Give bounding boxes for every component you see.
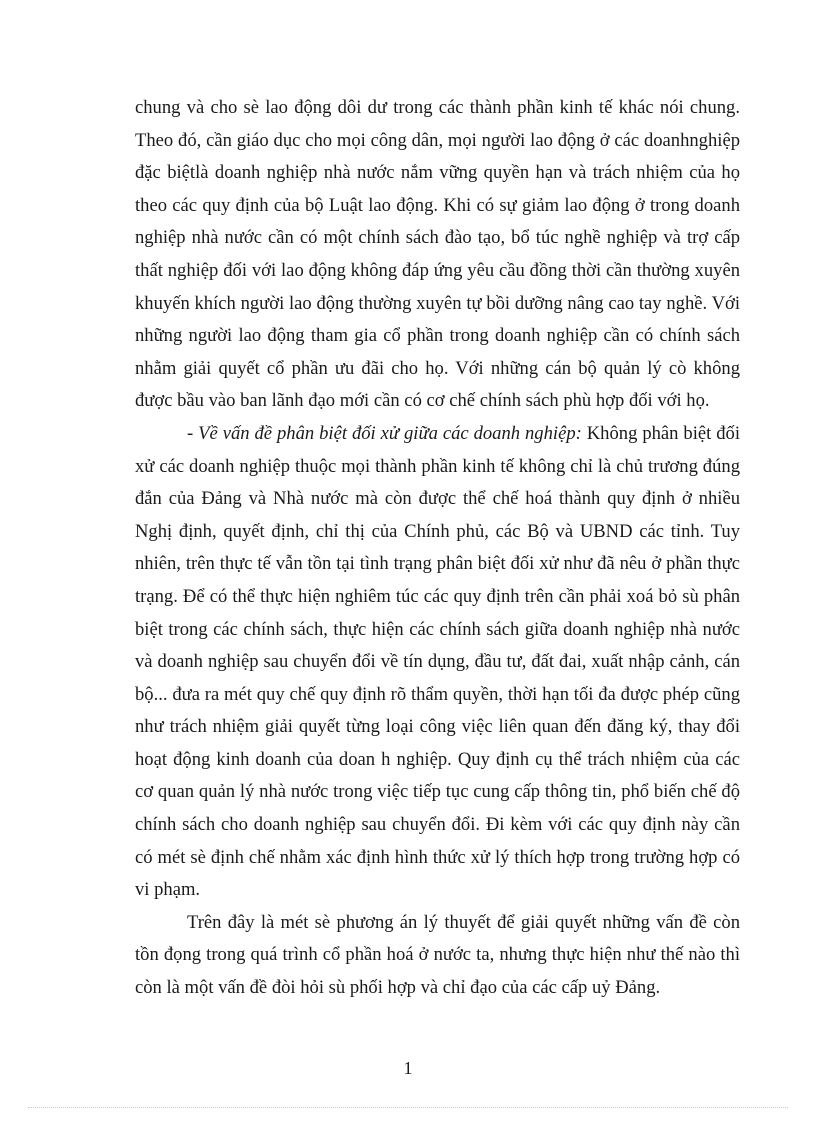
paragraph-labor: chung và cho sè lao động dôi dư trong các thành phần kinh tế khác nói chung. Theo đó, cần giáo dục cho mọi công dân, mọi người lao động ở các doanhnghiệp đặc biệtlà doanh nghiệp nhà nước nắm vững quyền hạn và trách nhiệm của họ theo các quy định của bộ Luật lao động. Khi có sự giảm lao động ở trong doanh nghiệp nhà nước cần có một chính sách đào tạo, bổ túc nghề nghiệp và trợ cấp thất nghiệp đối với lao động không đáp ứng yêu cầu đồng thời cần thường xuyên khuyến khích người lao động thường xuyên tự bồi dưỡng nâng cao tay nghề. Với những người lao động tham gia cổ phần trong doanh nghiệp cần có chính sách nhằm giải quyết cổ phần ưu đãi cho họ. Với những cán bộ quản lý cò không được bầu vào ban lãnh đạo mới cần có cơ chế chính sách phù hợp đối với họ. (135, 97, 740, 412)
paragraph-conclusion: Trên đây là mét sè phương án lý thuyết để giải quyết những vấn đề còn tồn đọng trong quá trình cổ phần hoá ở nước ta, nhưng thực hiện như thế nào thì còn là một vấn đề đòi hỏi sù phối hợp và chỉ đạo của các cấp uỷ Đảng. (135, 911, 740, 999)
body-text (135, 92, 740, 1005)
paragraph-discrimination (135, 418, 740, 907)
paragraph-heading: - Về vấn đề phân biệt đối xử giữa các doanh nghiệp: (187, 422, 582, 444)
page-number: 1 (403, 1058, 413, 1078)
paragraph-body: Không phân biệt đối xử các doanh nghiệp thuộc mọi thành phần kinh tế không chỉ là chủ trương đúng đắn của Đảng và Nhà nước mà còn được thể chế hoá thành quy định ở nhiều Nghị định, quyết định, chỉ thị của Chính phủ, các Bộ và UBND các tỉnh. Tuy nhiên, trên thực tế vẫn tồn tại tình trạng phân biệt đối xử như đã nêu ở phần thực trạng. Để có thể thực hiện nghiêm túc các quy định trên cần phải xoá bỏ sù phân biệt trong các chính sách, thực hiện các chính sách giữa doanh nghiệp nhà nước và doanh nghiệp sau chuyển đổi về tín dụng, đầu tư, đất đai, xuất nhập cảnh, cán bộ... đưa ra mét quy chế quy định rõ thẩm quyền, thời hạn tối đa được phép cũng như trách nhiệm giải quyết từng loại công việc liên quan đến đăng ký, thay đổi hoạt động kinh doanh của doan h nghiệp. Quy định cụ thể trách nhiệm của các cơ quan quản lý nhà nước trong việc tiếp tục cung cấp thông tin, phổ biến chế độ chính sách cho doanh nghiệp sau chuyển đổi. Đi kèm với các quy định này cần có mét sè định chế nhằm xác định hình thức xử lý thích hợp trong trường hợp có vi phạm. (135, 422, 740, 901)
footer-divider (28, 1107, 788, 1108)
